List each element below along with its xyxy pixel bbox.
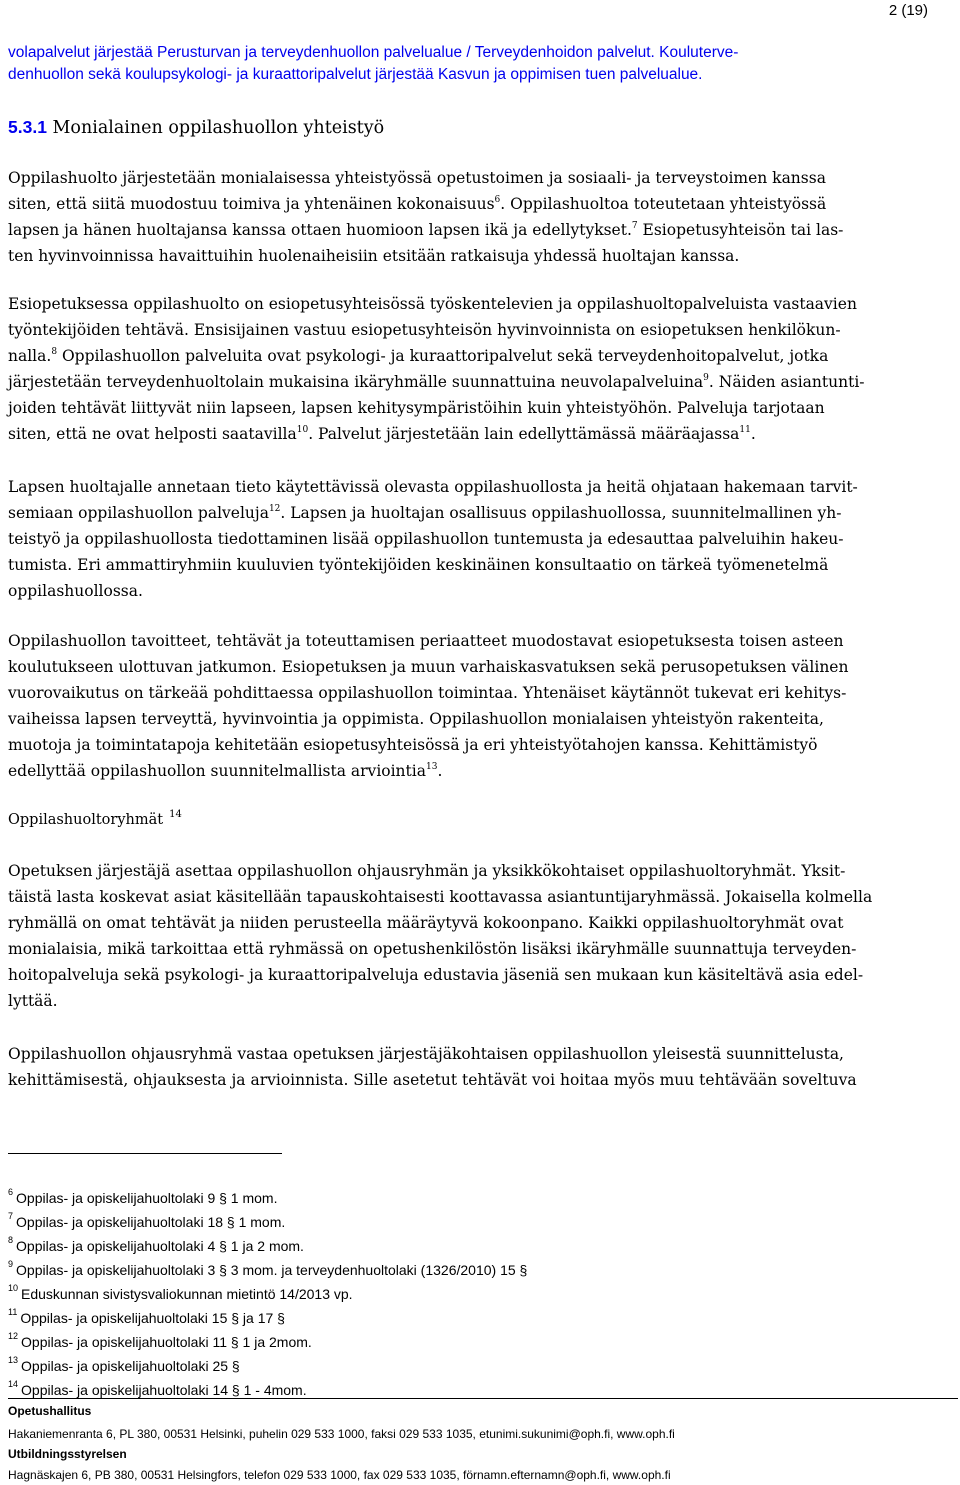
paragraph-line: täistä lasta koskevat asiat käsitellään tapauskohtaisesti koottavassa asiantuntijaryhmässä. Jokaisella kolmella [8, 888, 873, 906]
paragraph-line: järjestetään terveydenhuoltolain mukaisina ikäryhmälle suunnattuina neuvolapalveluina$^9$. Näiden asiantunti- [8, 372, 865, 391]
footnote: $^{13}$ Oppilas- ja opiskelijahuoltolaki 25 § [8, 1355, 240, 1374]
footer-address-fi: Hakaniemenranta 6, PL 380, 00531 Helsinki, puhelin 029 533 1000, faksi 029 533 1035, etunimi.sukunimi@oph.fi, www.oph.fi [8, 1427, 675, 1441]
paragraph-line: oppilashuollossa. [8, 582, 143, 600]
paragraph-line: Oppilashuollon ohjausryhmä vastaa opetuksen järjestäjäkohtaisen oppilashuollon yleisestä suunnittelusta, [8, 1045, 844, 1063]
footnote: $^{14}$ Oppilas- ja opiskelijahuoltolaki 14 § 1 - 4mom. [8, 1379, 307, 1398]
subheading-text: Oppilashuoltoryhmät [8, 812, 164, 828]
footnote-ref: 10 [296, 424, 309, 435]
footnote-ref: 11 [739, 424, 751, 435]
paragraph-3 [8, 474, 954, 604]
intro-line: volapalvelut järjestää Perusturvan ja terveydenhuollon palvelualue / Terveydenhoidon palvelut. Kouluterve- [8, 44, 739, 61]
section-number: 5.3.1 [8, 117, 47, 137]
paragraph-5 [8, 858, 954, 1014]
paragraph-line: Oppilashuolto järjestetään monialaisessa yhteistyössä opetustoimen ja sosiaali- ja terveystoimen kanssa [8, 169, 826, 187]
paragraph-line: vaiheissa lapsen terveyttä, hyvinvointia ja oppimista. Oppilashuollon monialaisen yhteistyön rakenteita, [8, 710, 824, 728]
footnote: $^7$ Oppilas- ja opiskelijahuoltolaki 18 § 1 mom. [8, 1211, 286, 1230]
paragraph-line: ten hyvinvoinnissa havaittuihin huolenaiheisiin etsitään ratkaisuja yhdessä huoltajan kanssa. [8, 247, 740, 265]
paragraph-line: koulutukseen ulottuvan jatkumon. Esiopetuksen ja muun varhaiskasvatuksen sekä perusopetuksen välinen [8, 658, 849, 676]
intro-paragraph [8, 42, 953, 86]
footer-address-sv: Hagnäskajen 6, PB 380, 00531 Helsingfors, telefon 029 533 1000, fax 029 533 1035, förnamn.efternamn@oph.fi, www.oph.fi [8, 1468, 671, 1482]
footnote: $^{12}$ Oppilas- ja opiskelijahuoltolaki 11 § 1 ja 2mom. [8, 1331, 312, 1350]
paragraph-line: ryhmällä on omat tehtävät ja niiden perusteella määräytyvä kokoonpano. Kaikki oppilashuoltoryhmät ovat [8, 914, 844, 932]
footnote: $^{10}$ Eduskunnan sivistysvaliokunnan mietintö 14/2013 vp. [8, 1283, 353, 1302]
footnote-ref: 7 [631, 220, 638, 231]
paragraph-line: lyttää. [8, 992, 58, 1010]
paragraph-line: semiaan oppilashuollon palveluja$^{12}$. Lapsen ja huoltajan osallisuus oppilashuollossa, suunnitelmallinen yh- [8, 503, 842, 522]
paragraph-line: hoitopalveluja sekä psykologi- ja kuraattoripalveluja edustavia jäseniä sen mukaan kun käsiteltävä asia edel- [8, 966, 864, 984]
paragraph-line: Oppilashuollon tavoitteet, tehtävät ja toteuttamisen periaatteet muodostavat esiopetuksesta toisen asteen [8, 632, 844, 650]
footnote-ref: 9 [703, 372, 709, 383]
paragraph-line: vuorovaikutus on tärkeää pohdittaessa oppilashuollon toimintaa. Yhtenäiset käytännöt tukevat eri kehitys- [8, 684, 847, 702]
section-heading [8, 117, 384, 138]
footnote: $^{11}$ Oppilas- ja opiskelijahuoltolaki 15 § ja 17 § [8, 1307, 285, 1326]
footnote-ref: 14 [169, 809, 182, 821]
paragraph-1 [8, 165, 954, 269]
paragraph-line: Esiopetuksessa oppilashuolto on esiopetusyhteisössä työskentelevien ja oppilashuoltopalveluista vastaavien [8, 295, 857, 313]
paragraph-line: työntekijöiden tehtävä. Ensisijainen vastuu esiopetusyhteisön hyvinvoinnista on esiopetuksen henkilökun- [8, 321, 841, 339]
footnotes [8, 1186, 527, 1402]
footnote-ref: 12 [268, 503, 281, 514]
footnote: $^6$ Oppilas- ja opiskelijahuoltolaki 9 § 1 mom. [8, 1187, 278, 1206]
paragraph-line: kehittämisestä, ohjauksesta ja arvioinnista. Sille asetetut tehtävät voi hoitaa myös muu tehtävään soveltuva [8, 1071, 857, 1089]
paragraph-line: siten, että ne ovat helposti saatavilla$^{10}$. Palvelut järjestetään lain edellyttämässä määräajassa$^{11}$. [8, 424, 756, 443]
paragraph-line: muotoja ja toimintatapoja kehitetään esiopetusyhteisössä ja eri yhteistyötahojen kanssa. Kehittämistyö [8, 736, 818, 754]
paragraph-line: Lapsen huoltajalle annetaan tieto käytettävissä olevasta oppilashuollosta ja heitä ohjataan hakemaan tarvit- [8, 478, 858, 496]
footer-divider [8, 1398, 958, 1399]
paragraph-line: siten, että siitä muodostuu toimiva ja yhtenäinen kokonaisuus$^6$. Oppilashuoltoa toteutetaan yhteistyössä [8, 194, 827, 213]
footer-org-sv: Utbildningsstyrelsen [8, 1447, 127, 1461]
paragraph-line: monialaisia, mikä tarkoittaa että ryhmässä on opetushenkilöstön lisäksi ikäryhmälle suunnattuja terveyden- [8, 940, 857, 958]
paragraph-6 [8, 1041, 954, 1093]
footer-org-fi: Opetushallitus [8, 1404, 92, 1418]
paragraph-line: lapsen ja hänen huoltajansa kanssa ottaen huomioon lapsen ikä ja edellytykset.$^7$ Esiopetusyhteisön tai las- [8, 220, 844, 239]
paragraph-line: teistyö ja oppilashuollosta tiedottaminen lisää oppilashuollon tuntemusta ja edesauttaa palveluihin hakeu- [8, 530, 844, 548]
paragraph-2 [8, 291, 954, 447]
footnote-divider [8, 1153, 282, 1154]
page-number: 2 (19) [888, 2, 928, 19]
footnote-ref: 8 [51, 346, 58, 357]
intro-line: denhuollon sekä koulupsykologi- ja kuraattoripalvelut järjestää Kasvun ja oppimisen tuen palvelualue. [8, 66, 703, 83]
footnote: $^8$ Oppilas- ja opiskelijahuoltolaki 4 § 1 ja 2 mom. [8, 1235, 304, 1254]
paragraph-line: tumista. Eri ammattiryhmiin kuuluvien työntekijöiden keskinäinen konsultaatio on tärkeä työmenetelmä [8, 556, 829, 574]
footnote-ref: 13 [425, 761, 438, 772]
footnote-ref: 6 [494, 194, 501, 205]
paragraph-line: joiden tehtävät liittyvät niin lapseen, lapsen kehitysympäristöihin kuin yhteistyöhön. Palveluja tarjotaan [8, 399, 825, 417]
paragraph-line: edellyttää oppilashuollon suunnitelmallista arviointia$^{13}$. [8, 761, 443, 780]
paragraph-line: nalla.$^8$ Oppilashuollon palveluita ovat psykologi- ja kuraattoripalvelut sekä terveydenhoitopalvelut, jotka [8, 346, 829, 365]
subheading [8, 809, 182, 828]
paragraph-line: Opetuksen järjestäjä asettaa oppilashuollon ohjausryhmän ja yksikkökohtaiset oppilashuoltoryhmät. Yksit- [8, 862, 846, 880]
section-title: Monialainen oppilashuollon yhteistyö [52, 118, 385, 138]
footnote: $^9$ Oppilas- ja opiskelijahuoltolaki 3 § 3 mom. ja terveydenhuoltolaki (1326/2010) 15 § [8, 1259, 528, 1278]
paragraph-4 [8, 628, 954, 784]
